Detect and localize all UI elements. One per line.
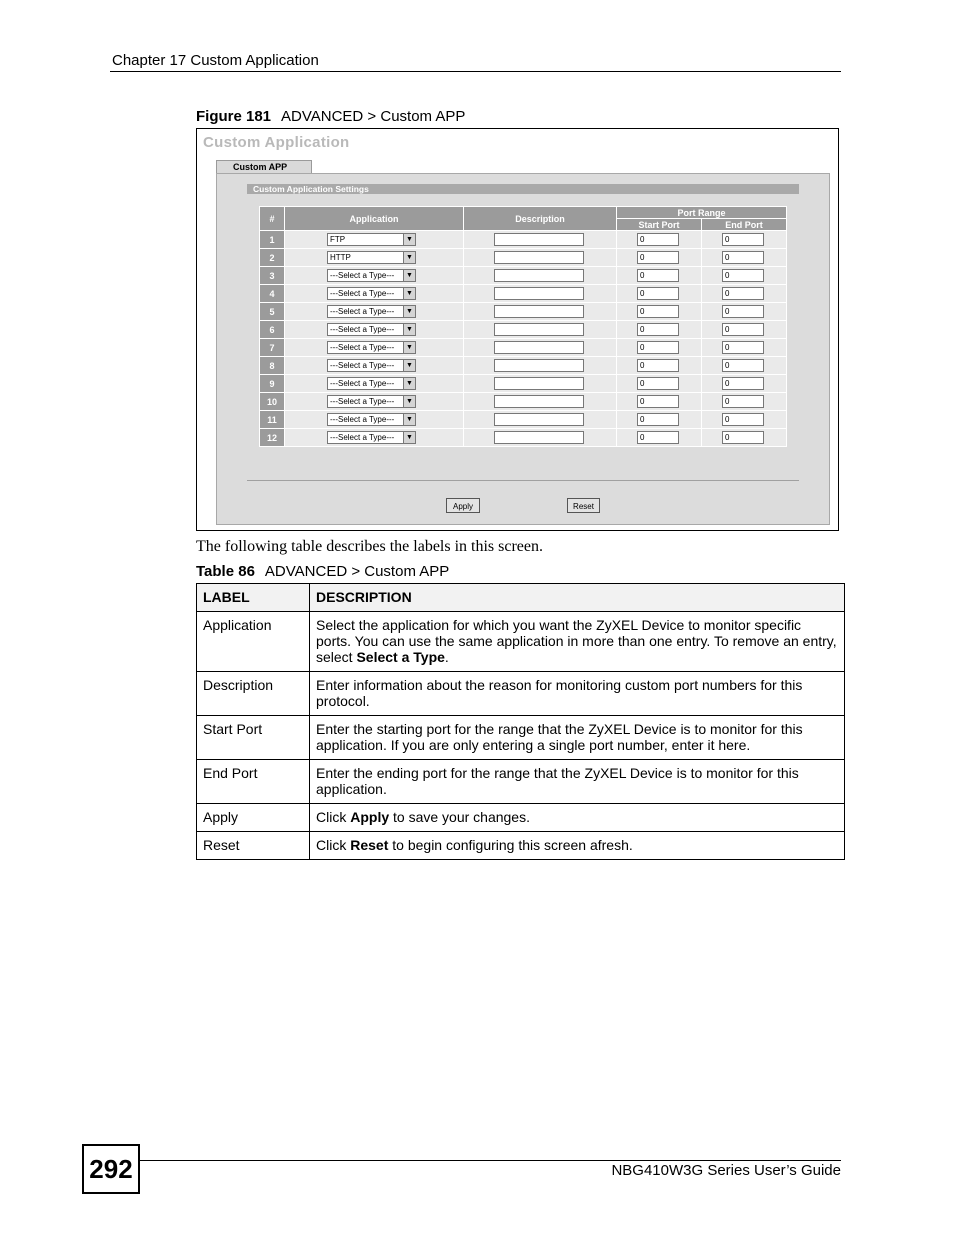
description-text-end: to begin configuring this screen afresh. [388,837,633,853]
application-select-value: ---Select a Type--- [330,325,395,334]
application-select-value: ---Select a Type--- [330,271,395,280]
row-number: 9 [260,375,285,393]
app-row [260,429,787,447]
application-cell [285,303,464,321]
description-cell [464,285,617,303]
tab-custom-app[interactable]: Custom APP [216,160,312,173]
chevron-down-icon[interactable]: ▼ [403,288,415,299]
row-number: 1 [260,231,285,249]
description-cell [464,393,617,411]
description-bold: Reset [350,837,389,853]
start-port-input[interactable]: 0 [637,341,679,354]
start-port-input[interactable]: 0 [637,251,679,264]
app-row [260,249,787,267]
description-input[interactable] [494,341,584,354]
col-end-port: End Port [702,219,787,231]
description-cell [310,716,845,760]
application-cell [285,375,464,393]
end-port-input[interactable]: 0 [722,359,764,372]
start-port-cell [617,267,702,285]
description-input[interactable] [494,233,584,246]
start-port-cell [617,375,702,393]
col-application: Application [285,207,464,231]
description-cell [310,760,845,804]
description-cell [310,612,845,672]
chevron-down-icon[interactable]: ▼ [403,378,415,389]
end-port-cell [702,303,787,321]
start-port-input[interactable]: 0 [637,323,679,336]
description-cell [464,303,617,321]
chevron-down-icon[interactable]: ▼ [403,414,415,425]
end-port-cell [702,339,787,357]
table-row [197,760,845,804]
description-text-end: to save your changes. [389,809,530,825]
label-cell: Description [197,672,310,716]
application-cell [285,231,464,249]
description-cell [464,429,617,447]
label-cell: Application [197,612,310,672]
application-select[interactable] [327,269,416,282]
application-cell [285,393,464,411]
application-select-value: ---Select a Type--- [330,397,395,406]
description-input[interactable] [494,377,584,390]
application-select-value: ---Select a Type--- [330,361,395,370]
end-port-input[interactable]: 0 [722,269,764,282]
row-number: 6 [260,321,285,339]
row-number: 7 [260,339,285,357]
end-port-cell [702,393,787,411]
start-port-cell [617,231,702,249]
start-port-cell [617,249,702,267]
header-description: DESCRIPTION [310,584,845,612]
application-select-value: HTTP [330,253,351,262]
start-port-input[interactable]: 0 [637,395,679,408]
application-select[interactable] [327,395,416,408]
application-cell [285,249,464,267]
chevron-down-icon[interactable]: ▼ [403,252,415,263]
start-port-cell [617,411,702,429]
end-port-cell [702,411,787,429]
table-row [197,832,845,860]
application-select[interactable] [327,377,416,390]
application-select[interactable] [327,323,416,336]
row-number: 3 [260,267,285,285]
figure-label: Figure 181 [196,108,272,125]
label-cell: Apply [197,804,310,832]
description-input[interactable] [494,359,584,372]
app-row [260,267,787,285]
start-port-input[interactable]: 0 [637,359,679,372]
end-port-cell [702,321,787,339]
description-text: Enter the starting port for the range that the ZyXEL Device is to monitor for this application. If you are only entering a single port number, enter it here. [316,721,803,753]
application-select-value: ---Select a Type--- [330,415,395,424]
footer-rule [140,1160,841,1161]
figure-screenshot [196,128,839,531]
description-input[interactable] [494,431,584,444]
start-port-cell [617,285,702,303]
application-select-value: ---Select a Type--- [330,433,395,442]
application-cell [285,285,464,303]
application-select[interactable] [327,305,416,318]
guide-title: NBG410W3G Series User’s Guide [611,1162,841,1179]
row-number: 4 [260,285,285,303]
apply-button[interactable]: Apply [446,498,480,513]
description-input[interactable] [494,305,584,318]
button-separator [247,480,799,481]
custom-app-table [259,206,787,447]
application-cell [285,429,464,447]
description-input[interactable] [494,287,584,300]
section-heading: Custom Application Settings [247,184,799,194]
application-cell [285,411,464,429]
end-port-cell [702,231,787,249]
description-cell [464,339,617,357]
start-port-cell [617,357,702,375]
application-cell [285,339,464,357]
description-cell [310,832,845,860]
description-input[interactable] [494,269,584,282]
description-input[interactable] [494,395,584,408]
application-select[interactable] [327,251,416,264]
description-text: Select the application for which you want the ZyXEL Device to monitor specific ports. You can use the same application in more than one entry. To remove an entry, select [316,617,837,665]
app-row [260,357,787,375]
label-cell: Reset [197,832,310,860]
start-port-cell [617,303,702,321]
description-cell [464,231,617,249]
start-port-cell [617,339,702,357]
application-select-value: ---Select a Type--- [330,343,395,352]
end-port-input[interactable]: 0 [722,305,764,318]
start-port-input[interactable]: 0 [637,269,679,282]
label-cell: End Port [197,760,310,804]
end-port-input[interactable]: 0 [722,287,764,300]
row-number: 12 [260,429,285,447]
description-text: Click [316,809,351,825]
chevron-down-icon[interactable]: ▼ [403,432,415,443]
description-text-end: . [444,649,449,665]
chevron-down-icon[interactable]: ▼ [403,360,415,371]
app-row [260,303,787,321]
app-row [260,285,787,303]
start-port-cell [617,429,702,447]
app-row [260,411,787,429]
application-select-value: ---Select a Type--- [330,307,395,316]
header-label: LABEL [197,584,310,612]
col-start-port: Start Port [617,219,702,231]
running-header: Chapter 17 Custom Application [112,52,319,69]
app-row [260,321,787,339]
description-cell [464,411,617,429]
description-cell [464,357,617,375]
application-select-value: ---Select a Type--- [330,289,395,298]
end-port-input[interactable]: 0 [722,323,764,336]
col-description: Description [464,207,617,231]
description-cell [310,672,845,716]
table-row [197,804,845,832]
application-select[interactable] [327,359,416,372]
table-row [197,716,845,760]
chevron-down-icon[interactable]: ▼ [403,324,415,335]
start-port-input[interactable]: 0 [637,431,679,444]
application-select-value: ---Select a Type--- [330,379,395,388]
description-cell [464,267,617,285]
end-port-input[interactable]: 0 [722,395,764,408]
end-port-cell [702,267,787,285]
start-port-input[interactable]: 0 [637,305,679,318]
description-cell [464,249,617,267]
application-cell [285,357,464,375]
start-port-input[interactable]: 0 [637,287,679,300]
application-cell [285,321,464,339]
screen-title: Custom Application [203,134,350,151]
description-cell [464,321,617,339]
label-description-table [196,583,845,860]
app-row [260,393,787,411]
start-port-cell [617,393,702,411]
application-cell [285,267,464,285]
application-select-value: FTP [330,235,346,244]
table-row [197,672,845,716]
description-bold: Select a Type [356,649,445,665]
header-rule [110,71,841,72]
end-port-cell [702,429,787,447]
description-cell [464,375,617,393]
intro-text: The following table describes the labels in this screen. [196,538,544,555]
label-cell: Start Port [197,716,310,760]
end-port-input[interactable]: 0 [722,431,764,444]
end-port-cell [702,285,787,303]
row-number: 11 [260,411,285,429]
table-row [197,612,845,672]
chevron-down-icon[interactable]: ▼ [403,342,415,353]
table-label: Table 86 [196,563,255,580]
description-input[interactable] [494,413,584,426]
description-text: Enter information about the reason for monitoring custom port numbers for this protocol. [316,677,803,709]
row-number: 10 [260,393,285,411]
description-text: Enter the ending port for the range that the ZyXEL Device is to monitor for this application. [316,765,799,797]
start-port-input[interactable]: 0 [637,233,679,246]
figure-title: ADVANCED > Custom APP [281,108,466,125]
description-text: Click [316,837,351,853]
table-caption [196,563,449,580]
end-port-input[interactable]: 0 [722,413,764,426]
chevron-down-icon[interactable]: ▼ [403,396,415,407]
chevron-down-icon[interactable]: ▼ [403,270,415,281]
reset-button[interactable]: Reset [567,498,600,513]
end-port-input[interactable]: 0 [722,233,764,246]
description-bold: Apply [350,809,390,825]
row-number: 2 [260,249,285,267]
col-num: # [260,207,285,231]
description-input[interactable] [494,323,584,336]
application-select[interactable] [327,233,416,246]
app-row [260,231,787,249]
start-port-input[interactable]: 0 [637,377,679,390]
application-select[interactable] [327,413,416,426]
application-select[interactable] [327,341,416,354]
start-port-input[interactable]: 0 [637,413,679,426]
end-port-input[interactable]: 0 [722,377,764,390]
app-row [260,339,787,357]
end-port-cell [702,249,787,267]
settings-panel [216,173,830,525]
application-select[interactable] [327,431,416,444]
page-number: 292 [82,1144,140,1194]
end-port-cell [702,357,787,375]
description-cell [310,804,845,832]
figure-caption [196,108,465,125]
table-title: ADVANCED > Custom APP [264,563,450,580]
chevron-down-icon[interactable]: ▼ [403,306,415,317]
end-port-input[interactable]: 0 [722,341,764,354]
description-input[interactable] [494,251,584,264]
chevron-down-icon[interactable]: ▼ [403,234,415,245]
row-number: 5 [260,303,285,321]
start-port-cell [617,321,702,339]
col-port-range: Port Range [617,207,787,219]
end-port-input[interactable]: 0 [722,251,764,264]
row-number: 8 [260,357,285,375]
application-select[interactable] [327,287,416,300]
end-port-cell [702,375,787,393]
app-row [260,375,787,393]
